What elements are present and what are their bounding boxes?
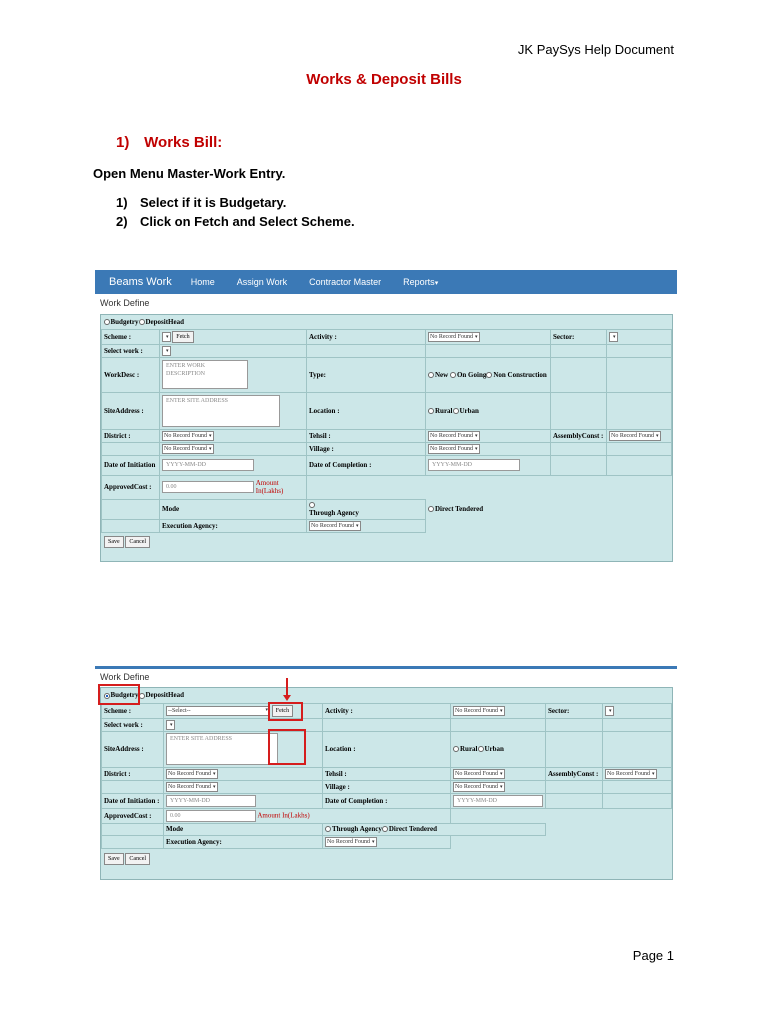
chevron-down-icon: ▾ (434, 280, 439, 287)
date-completion-input[interactable]: YYYY-MM-DD (453, 795, 543, 807)
red-arrow-icon (286, 678, 288, 696)
cancel-button[interactable]: Cancel (125, 536, 150, 548)
radio-rural[interactable] (453, 746, 459, 752)
district-select[interactable]: No Record Found ▾ (164, 432, 212, 439)
section-heading (116, 134, 222, 151)
execution-agency-select[interactable]: No Record Found ▾ (311, 522, 359, 529)
save-button[interactable]: Save (104, 536, 124, 548)
activity-select[interactable]: No Record Found ▾ (430, 333, 478, 340)
date-completion-input[interactable]: YYYY-MM-DD (428, 459, 520, 471)
scheme-select[interactable]: ▾ (162, 332, 171, 342)
radio-urban[interactable] (478, 746, 484, 752)
activity-select[interactable]: No Record Found ▾ (455, 707, 503, 714)
execution-agency-select[interactable]: No Record Found ▾ (327, 838, 375, 845)
nav-assign-work[interactable]: Assign Work (236, 277, 288, 287)
select-work-select[interactable]: ▾ (162, 346, 171, 356)
site-address-highlight-box (268, 729, 306, 765)
page-number: Page 1 (632, 948, 674, 963)
screenshot-work-define-full (95, 270, 677, 562)
panel-title: Work Define (100, 672, 150, 682)
nav-home[interactable]: Home (190, 277, 215, 287)
site-address-textarea[interactable]: ENTER SITE ADDRESS (166, 733, 278, 765)
radio-through-agency[interactable] (309, 502, 315, 508)
district-select[interactable]: No Record Found ▾ (168, 770, 216, 777)
cancel-button[interactable]: Cancel (125, 853, 150, 865)
work-desc-textarea[interactable]: ENTER WORK DESCRIPTION (162, 360, 248, 389)
radio-budgetry[interactable] (104, 319, 110, 325)
approved-cost-input[interactable]: 0.00 (162, 481, 254, 493)
radio-direct-tendered[interactable] (428, 506, 434, 512)
step-item: 1) Select if it is Budgetary. (116, 195, 287, 210)
scheme-select[interactable]: --Select-- ▾ (168, 707, 268, 714)
nav-contractor-master[interactable]: Contractor Master (309, 277, 382, 287)
fetch-button[interactable]: Fetch (272, 705, 293, 717)
work-define-form: Budgetry DepositHead Scheme : ▾ Fetch Activity : No Record Found ▾ Sector: ▾ Select work : ▾ WorkDesc : ENTER WORK DESCRIPTION Type: New On Going Non Construction SiteAddress : ENTER SITE ADDRESS Location : Rural Urban District : No Record Found ▾ Tehsil : No Record Found ▾ AssemblyConst : No Record Found ▾ No Record Found ▾ Village : No Record Found ▾ Date of Initiation YYYY-MM-DD Date of Completion : YYYY-MM-DD ApprovedCost : 0.00 Amount In(Lakhs) Mode Through Agency Direct Tendered Execution Agency: No Record Found ▾ Save Cancel (100, 314, 673, 562)
budgetry-highlight-box (98, 684, 140, 705)
district-sub-select[interactable]: No Record Found ▾ (164, 445, 212, 452)
screenshot-work-define-budgetry (95, 666, 677, 880)
assembly-select[interactable]: No Record Found ▾ (611, 432, 659, 439)
section-title: Works Bill: (144, 134, 223, 151)
amount-note: Amount In(Lakhs) (255, 479, 284, 495)
radio-direct-tendered[interactable] (382, 826, 388, 832)
panel-title: Work Define (100, 298, 150, 308)
work-define-form: Budgetry DepositHead Scheme : --Select-- ▾ Fetch Activity : No Record Found ▾ Sector: ▾ Select work : ▾ SiteAddress : ENTER SITE ADDRESS Location : Rural Urban District : No Record Found ▾ Tehsil : No Record Found ▾ AssemblyConst : No Record Found ▾ No Record Found ▾ Village : No Record Found ▾ Date of Initiation : YYYY-MM-DD Date of Completion : YYYY-MM-DD ApprovedCost : 0.00 Amount In(Lakhs) Mode Through Agency Direct Tendered Execution Agency: No Record Found ▾ Save Cancel (100, 687, 673, 880)
sector-select[interactable]: ▾ (609, 332, 618, 342)
date-initiation-input[interactable]: YYYY-MM-DD (162, 459, 254, 471)
fetch-button[interactable]: Fetch (172, 331, 193, 343)
radio-type-ongoing[interactable] (450, 372, 456, 378)
document-title: Works & Deposit Bills (306, 71, 462, 88)
radio-deposithead[interactable] (139, 319, 145, 325)
steps-list (116, 195, 355, 233)
radio-type-nonconstruction[interactable] (486, 372, 492, 378)
sector-select[interactable]: ▾ (605, 706, 614, 716)
village-select[interactable]: No Record Found ▾ (455, 783, 503, 790)
radio-type-new[interactable] (428, 372, 434, 378)
radio-urban[interactable] (453, 408, 459, 414)
section-number: 1) (116, 134, 130, 151)
tehsil-select[interactable]: No Record Found ▾ (430, 432, 478, 439)
nav-reports[interactable]: Reports▾ (403, 277, 439, 287)
select-work-select[interactable]: ▾ (166, 720, 175, 730)
tehsil-select[interactable]: No Record Found ▾ (455, 770, 503, 777)
save-button[interactable]: Save (104, 853, 124, 865)
assembly-select[interactable]: No Record Found ▾ (607, 770, 655, 777)
district-sub-select[interactable]: No Record Found ▾ (168, 783, 216, 790)
approved-cost-input[interactable]: 0.00 (166, 810, 256, 822)
date-initiation-input[interactable]: YYYY-MM-DD (166, 795, 256, 807)
intro-text: Open Menu Master-Work Entry. (93, 166, 286, 181)
amount-note: Amount In(Lakhs) (257, 811, 310, 820)
radio-through-agency[interactable] (325, 826, 331, 832)
village-select[interactable]: No Record Found ▾ (430, 445, 478, 452)
document-header: JK PaySys Help Document (517, 42, 674, 57)
radio-rural[interactable] (428, 408, 434, 414)
step-item: 2) Click on Fetch and Select Scheme. (116, 214, 355, 229)
app-brand[interactable]: Beams Work (109, 276, 172, 288)
fetch-highlight-box (268, 702, 303, 721)
site-address-textarea[interactable]: ENTER SITE ADDRESS (162, 395, 280, 427)
app-navbar (95, 270, 677, 294)
